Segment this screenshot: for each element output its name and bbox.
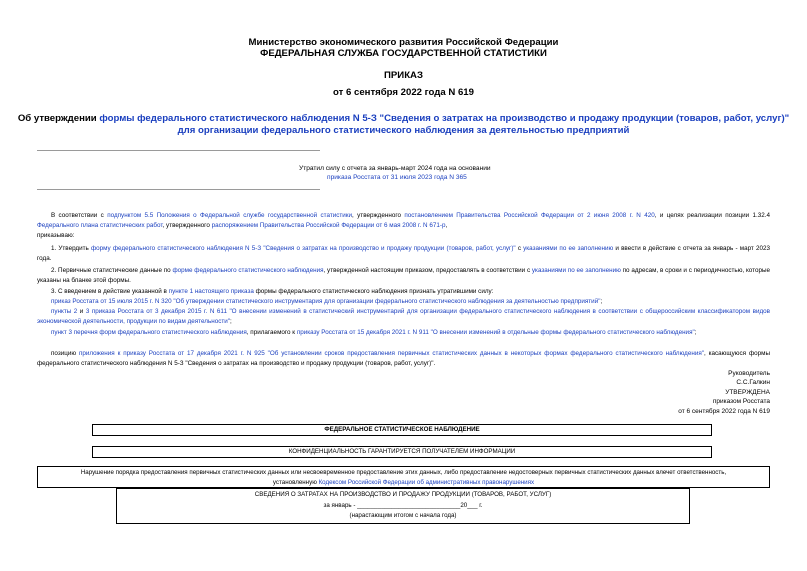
text: , прилагаемого к	[246, 329, 297, 336]
link-list-item-3[interactable]: пункт 3 перечня форм федерального статистического наблюдения	[51, 329, 247, 336]
text: позицию	[51, 350, 79, 357]
link-order-611[interactable]: 3 приказа Росстата от 3 декабря 2015 г. N 611 "О внесении изменений в статистический инструментарий для организации федерального статистического наблюдения в соответствии с общероссийским классификатором видов экономической деятельности, продукции по видам деятельности"	[37, 308, 770, 325]
text: , и целях реализации позиции 1.32.4	[654, 212, 770, 219]
link-order-925[interactable]: приложения к приказу Росстата от 17 декабря 2021 г. N 925 "Об установлении сроков предоставления первичных статистических данных в некоторых формах федерального статистического наблюдения"	[78, 350, 704, 357]
paragraph-item-1	[37, 244, 770, 263]
signature-role: Руководитель	[728, 370, 770, 377]
link-decree-420[interactable]: постановлением Правительства Российской Федерации от 2 июня 2008 г. N 420	[404, 212, 655, 219]
paragraph-repeal-911	[37, 328, 770, 338]
text: и ввести в действие с отчета за январь - март 2023 года.	[37, 245, 770, 262]
link-order-320[interactable]: приказ Росстата от 15 июля 2015 г. N 320 "Об утверждении статистического инструментария для организации федерального статистического наблюдения за деятельностью предприятий"	[51, 298, 601, 305]
approved-date: от 6 сентября 2022 года N 619	[678, 407, 770, 415]
divider-top	[37, 150, 320, 151]
paragraph-order-word: приказываю:	[37, 232, 75, 239]
form-federal-observation-box: ФЕДЕРАЛЬНОЕ СТАТИСТИЧЕСКОЕ НАБЛЮДЕНИЕ	[92, 424, 712, 436]
link-form[interactable]: форму федерального статистического наблюдения N 5-З "Сведения о затратах на производство и продажу продукции (товаров, работ, услуг)"	[90, 245, 516, 252]
order-word: ПРИКАЗ	[384, 70, 423, 81]
text: В соответствии с	[51, 212, 108, 219]
text: установленную	[272, 478, 319, 486]
signature-name: С.С.Галкин	[736, 379, 770, 387]
liability-text: Нарушение порядка предоставления первичных статистических данных или несвоевременное предоставление этих данных, либо предоставление недостоверных первичных статистических данных влечет ответственность,	[80, 469, 727, 476]
service-name: ФЕДЕРАЛЬНАЯ СЛУЖБА ГОСУДАРСТВЕННОЙ СТАТИСТИКИ	[260, 48, 547, 59]
status-note-link[interactable]: приказа Росстата от 31 июля 2023 года N 365	[327, 174, 467, 181]
paragraph-repeal-925	[37, 349, 770, 368]
text: ;	[694, 329, 697, 336]
link-order-671[interactable]: распоряжением Правительства Российской Федерации от 6 мая 2008 г. N 671-р	[211, 221, 446, 229]
report-period: за январь - ______________________________20___ г.	[323, 501, 483, 509]
signature-block	[678, 369, 770, 416]
link-instructions[interactable]: указаниями по ее заполнению	[531, 267, 621, 274]
title-form-link[interactable]: формы федерального статистического наблюдения N 5-З "Сведения о затратах на производство и продажу продукции (товаров, работ, услуг)"	[99, 113, 790, 124]
text: , касающуюся формы федерального статистического наблюдения N 5-З "Сведения о затратах на производство и продажу продукции (товаров, работ, услуг)".	[37, 350, 770, 367]
link-order-911[interactable]: приказу Росстата от 15 декабря 2021 г. N 911 "О внесении изменений в отдельные формы федерального статистического наблюдения"	[296, 329, 695, 336]
report-title: СВЕДЕНИЯ О ЗАТРАТАХ НА ПРОИЗВОДСТВО И ПРОДАЖУ ПРОДУКЦИИ (ТОВАРОВ, РАБОТ, УСЛУГ)	[254, 491, 552, 498]
form-report-title-box	[116, 488, 690, 524]
paragraph-preamble	[37, 211, 770, 230]
paragraph-repeal-320	[37, 297, 770, 307]
paragraph-item-3	[37, 287, 770, 297]
paragraph-item-2	[37, 266, 770, 285]
liability-text-2	[38, 478, 769, 488]
link-instructions[interactable]: указаниями по ее заполнению	[523, 245, 614, 252]
approved-label: УТВЕРЖДЕНА	[725, 388, 770, 396]
form-liability-box	[37, 466, 770, 488]
text: и	[77, 308, 86, 315]
text: , утвержденного	[352, 212, 405, 219]
status-note	[299, 164, 559, 182]
text: ;	[230, 317, 232, 325]
title-prefix: Об утверждении	[17, 113, 100, 124]
document-title	[0, 113, 807, 137]
text: по адресам, в сроки и с периодичностью, которые указаны на бланке этой формы.	[37, 267, 770, 284]
link-federal-plan[interactable]: Федерального плана статистических работ	[37, 221, 163, 229]
ministry-name: Министерство экономического развития Российской Федерации	[248, 37, 559, 48]
title-purpose-link[interactable]: для организации федерального статистического наблюдения за деятельностью предприятий	[177, 125, 630, 136]
text: , утвержденного	[162, 221, 212, 229]
link-form[interactable]: форме федерального статистического наблюдения	[172, 267, 324, 274]
order-date: от 6 сентября 2022 года N 619	[333, 87, 474, 98]
text: ;	[600, 298, 603, 305]
text: 3. С введением в действие указанной в	[51, 288, 169, 295]
report-period-note: (нарастающим итогом с начала года)	[349, 512, 457, 519]
paragraph-repeal-611	[37, 307, 770, 326]
approved-by: приказом Росстата	[712, 398, 770, 406]
text: , утвержденной настоящим приказом, предоставлять в соответствии с	[323, 267, 532, 274]
text: ,	[445, 221, 448, 229]
link-items-2[interactable]: пункты 2	[51, 308, 78, 315]
link-item-1[interactable]: пункте 1 настоящего приказа	[168, 288, 254, 295]
text: 2. Первичные статистические данные по	[51, 267, 173, 274]
link-admin-code[interactable]: Кодексом Российской Федерации об административных правонарушениях	[318, 478, 535, 486]
form-confidentiality-box: КОНФИДЕНЦИАЛЬНОСТЬ ГАРАНТИРУЕТСЯ ПОЛУЧАТЕЛЕМ ИНФОРМАЦИИ	[92, 446, 712, 458]
text: с	[515, 245, 524, 252]
text: формы федерального статистического наблюдения признать утратившими силу:	[253, 288, 494, 295]
divider-bottom	[37, 189, 320, 190]
text: 1. Утвердить	[51, 245, 91, 252]
link-regulation[interactable]: подпунктом 5.5 Положения о Федеральной службе государственной статистики	[107, 212, 353, 219]
status-note-line1: Утратил силу с отчета за январь-март 2024 года на основании	[299, 165, 491, 172]
